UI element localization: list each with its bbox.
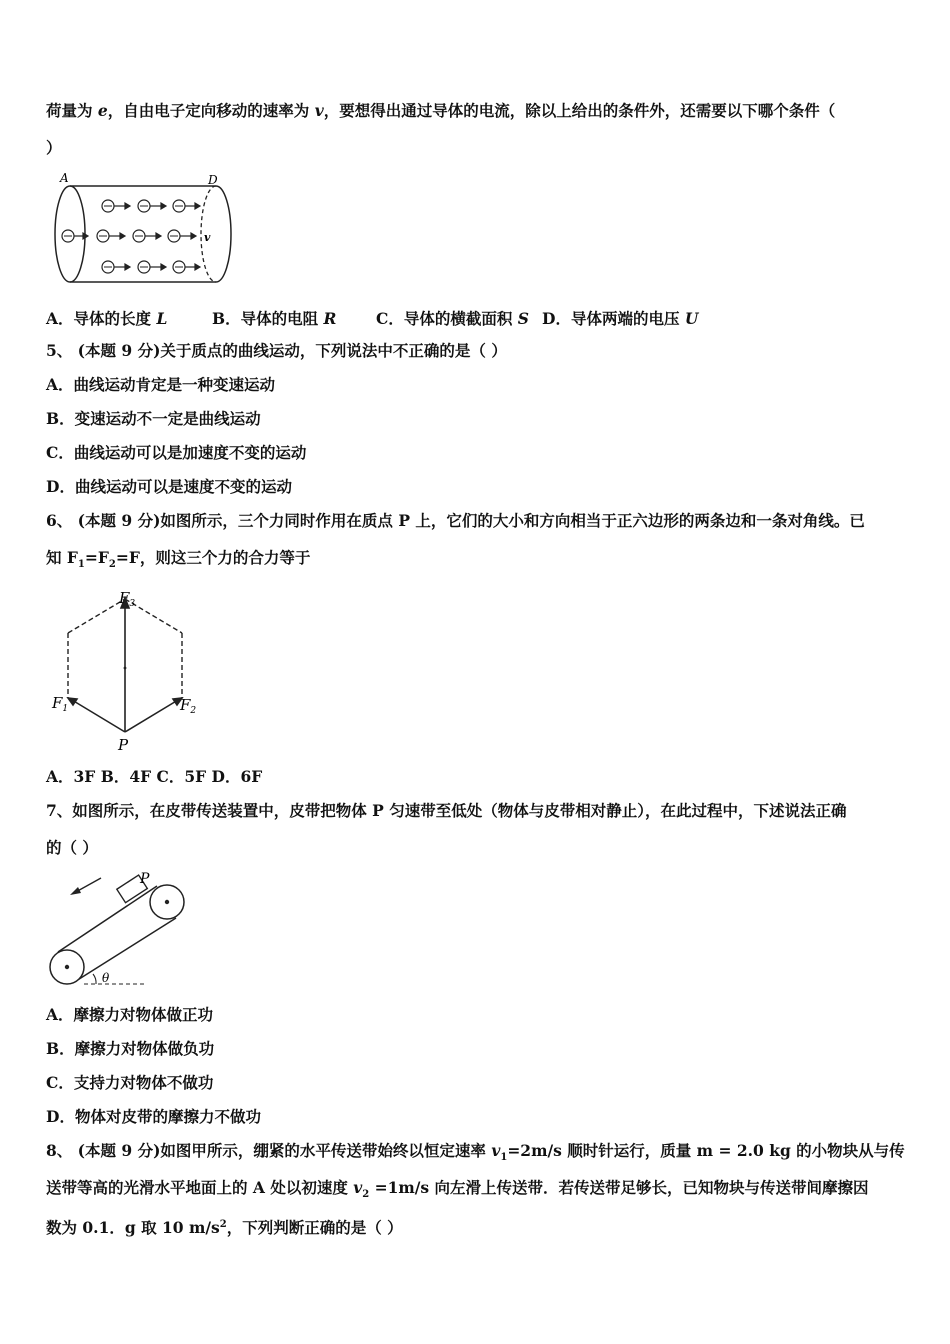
label-a: A [60, 171, 69, 185]
label-f1: $F_1$ [52, 694, 69, 714]
label-p: P [118, 736, 129, 754]
conveyor-belt-figure [46, 866, 206, 994]
q5-option-b[interactable]: B．变速运动不一定是曲线运动 [46, 409, 261, 428]
q5-option-d[interactable]: D．曲线运动可以是速度不变的运动 [46, 477, 292, 496]
q8-stem-line1: 8、 (本题 9 分)如图甲所示，绷紧的水平传送带始终以恒定速率 $v_1=2m/s$ 顺时针运行，质量 m = 2.0 kg 的小物块从与传 [46, 1141, 905, 1164]
f1-vector [72, 700, 125, 732]
label-f3: $F_3$ [119, 589, 136, 609]
q4-option-b[interactable]: B．导体的电阻 R [212, 309, 337, 328]
label-v: v [204, 231, 211, 244]
q7-stem-line2: 的（ ） [46, 838, 98, 857]
q4-option-d[interactable]: D．导体两端的电压 U [542, 309, 699, 328]
q7-option-d[interactable]: D．物体对皮带的摩擦力不做功 [46, 1107, 261, 1126]
q5-option-a[interactable]: A．曲线运动肯定是一种变速运动 [46, 375, 276, 394]
q4-option-c[interactable]: C．导体的横截面积 S [376, 309, 529, 328]
hexagon-forces-figure [46, 586, 216, 756]
conductor-figure [48, 170, 238, 288]
front-ellipse [55, 186, 85, 282]
f2-vector [125, 700, 178, 732]
q4-stem-line2: ） [46, 138, 62, 157]
q5-stem: 5、 (本题 9 分)关于质点的曲线运动，下列说法中不正确的是（ ） [46, 341, 507, 360]
q6-stem-line2: 知 $F_1=F_2=F$，则这三个力的合力等于 [46, 548, 311, 571]
force-vectors [68, 598, 182, 732]
q5-option-c[interactable]: C．曲线运动可以是加速度不变的运动 [46, 443, 307, 462]
label-f2: $F_2$ [180, 696, 197, 716]
q6-stem-line1: 6、 (本题 9 分)如图所示，三个力同时作用在质点 P 上，它们的大小和方向相当于正六边形的两条边和一条对角线。已 [46, 511, 865, 530]
label-p: P [140, 871, 150, 887]
q7-option-c[interactable]: C．支持力对物体不做功 [46, 1073, 214, 1092]
q8-stem-line3: 数为 0.1．g 取 10 $m/s^2$，下列判断正确的是（ ） [46, 1218, 403, 1238]
label-d: D [208, 173, 218, 187]
belt-top [58, 886, 157, 952]
q7-option-a[interactable]: A．摩擦力对物体做正功 [46, 1005, 214, 1024]
q4-option-a[interactable]: A．导体的长度 L [46, 309, 168, 328]
q7-stem-line1: 7、如图所示，在皮带传送装置中，皮带把物体 P 匀速带至低处（物体与皮带相对静止），在此过程中，下述说法正确 [46, 801, 847, 820]
q8-stem-line2: 送带等高的光滑水平地面上的 A 处以初速度 $v_2 =1m/s$ 向左滑上传送带．若传送带足够长，已知物块与传送带间摩擦因 [46, 1178, 869, 1201]
back-rim [216, 186, 231, 282]
belt-bottom [76, 918, 176, 981]
q6-options[interactable]: A．3F B．4F C．5F D．6F [46, 767, 263, 786]
q4-stem-line1: 荷量为 e，自由电子定向移动的速率为 v，要想得出通过导体的电流，除以上给出的条件外，还需要以下哪个条件（ [46, 101, 836, 120]
angle-arc [93, 974, 96, 984]
label-theta: θ [102, 971, 110, 985]
arrow-icon [70, 878, 101, 895]
q7-option-b[interactable]: B．摩擦力对物体做负功 [46, 1039, 215, 1058]
